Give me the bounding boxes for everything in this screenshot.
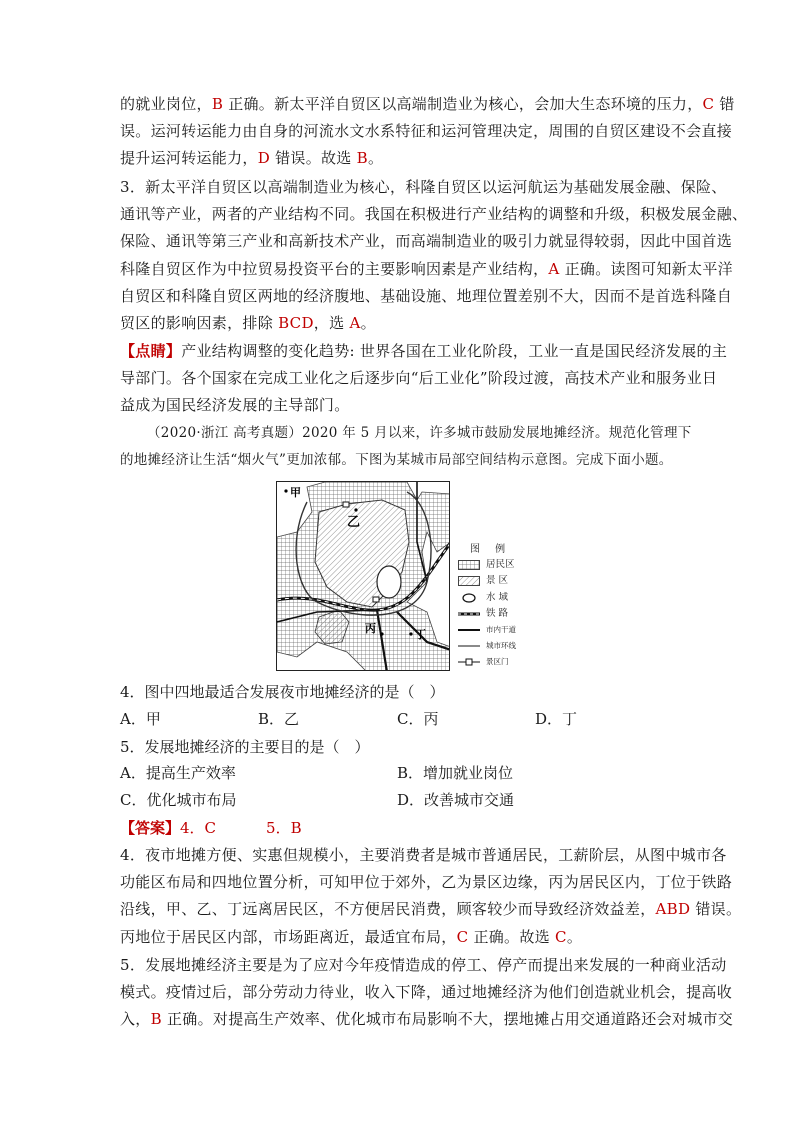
q4-option-c[interactable]: C．丙 bbox=[397, 710, 439, 728]
marker-yi bbox=[354, 508, 357, 511]
paragraph-line: 保险、通讯等第三产业和高新技术产业，而高端制造业的吸引力就显得较弱，因此中国首选 bbox=[120, 232, 733, 250]
scenic-gate bbox=[343, 502, 349, 507]
label-yi: 乙 bbox=[347, 515, 361, 530]
city-structure-map bbox=[276, 481, 450, 671]
legend-item: 城市环线 bbox=[456, 639, 546, 653]
label-jia: 甲 bbox=[290, 486, 301, 499]
scenic-gate-icon bbox=[458, 657, 480, 667]
paragraph-line: 的就业岗位，B 正确。新太平洋自贸区以高端制造业为核心，会加大生态环境的压力，C 错 bbox=[120, 95, 735, 113]
legend-item: 居民区 bbox=[456, 558, 546, 572]
q5-option-b[interactable]: B．增加就业岗位 bbox=[397, 764, 514, 782]
paragraph-line: 科隆自贸区作为中拉贸易投资平台的主要影响因素是产业结构，A 正确。读图可知新太平洋 bbox=[120, 260, 733, 278]
explanation-line: 4．夜市地摊方便、实惠但规模小，主要消费者是城市普通居民，工薪阶层，从图中城市各 bbox=[120, 846, 727, 864]
q5-option-c[interactable]: C．优化城市布局 bbox=[120, 791, 237, 809]
dianjing-tag: 【点睛】 bbox=[120, 342, 182, 360]
explanation-line: 入，B 正确。对提高生产效率、优化城市布局影响不大，摆地摊占用交通道路还会对城市交 bbox=[120, 1010, 734, 1028]
paragraph-line: 【点睛】产业结构调整的变化趋势: 世界各国在工业化阶段，工业一直是国民经济发展的主 bbox=[120, 342, 728, 360]
water-ellipse-icon bbox=[458, 593, 480, 603]
explanation-line: 功能区布局和四地位置分析，可知甲位于郊外，乙为景区边缘，丙为居民区内，丁位于铁路 bbox=[120, 873, 733, 891]
question-intro: 的地摊经济让生活“烟火气”更加浓郁。下图为某城市局部空间结构示意图。完成下面小题。 bbox=[120, 452, 673, 468]
question-5-stem: 5．发展地摊经济的主要目的是（ ） bbox=[120, 738, 370, 756]
railway-line-icon bbox=[458, 609, 480, 619]
question-intro: （2020·浙江 高考真题）2020 年 5 月以来，许多城市鼓励发展地摊经济。规范化管理下 bbox=[147, 425, 692, 441]
question-4-stem: 4．图中四地最适合发展夜市地摊经济的是（ ） bbox=[120, 683, 445, 701]
map-svg bbox=[277, 482, 450, 671]
ring-road-line-icon bbox=[458, 641, 480, 651]
answer-5: 5．B bbox=[266, 819, 302, 837]
label-ding: 丁 bbox=[415, 628, 426, 641]
marker-bing bbox=[380, 632, 383, 635]
legend-item: 景 区 bbox=[456, 574, 546, 588]
scenic-gate bbox=[373, 597, 379, 602]
legend-item: 铁 路 bbox=[456, 607, 546, 621]
answer-tag: 【答案】 bbox=[120, 819, 181, 837]
legend-title: 图 例 bbox=[470, 544, 512, 555]
paragraph-line: 3．新太平洋自贸区以高端制造业为核心，科隆自贸区以运河航运为基础发展金融、保险、 bbox=[120, 178, 727, 196]
scenic-hatch-icon bbox=[458, 576, 480, 586]
explanation-line: 模式。疫情过后，部分劳动力待业，收入下降，通过地摊经济为他们创造就业机会，提高收 bbox=[120, 983, 733, 1001]
explanation-line: 丙地位于居民区内部，市场距离近，最适宜布局，C 正确。故选 C。 bbox=[120, 928, 583, 946]
paragraph-line: 提升运河转运能力，D 错误。故选 B。 bbox=[120, 149, 384, 167]
answer-4: 4．C bbox=[180, 819, 217, 837]
marker-ding bbox=[409, 632, 412, 635]
paragraph-line: 贸区的影响因素，排除 BCD，选 A。 bbox=[120, 314, 376, 332]
residential-hatch-icon bbox=[458, 560, 480, 570]
water-body bbox=[377, 566, 401, 598]
map-legend bbox=[456, 540, 546, 675]
legend-item: 景区门 bbox=[456, 655, 546, 669]
legend-item: 市内干道 bbox=[456, 623, 546, 637]
paragraph-line: 误。运河转运能力由自身的河流水文水系特征和运河管理决定，周围的自贸区建设不会直接 bbox=[120, 122, 733, 140]
q4-option-b[interactable]: B．乙 bbox=[258, 710, 300, 728]
q5-option-a[interactable]: A．提高生产效率 bbox=[120, 764, 236, 782]
q4-option-d[interactable]: D．丁 bbox=[535, 710, 578, 728]
legend-item: 水 域 bbox=[456, 591, 546, 605]
label-bing: 丙 bbox=[365, 622, 376, 635]
paragraph-line: 导部门。各个国家在完成工业化之后逐步向“后工业化”阶段过渡，高技术产业和服务业日 bbox=[120, 369, 718, 387]
explanation-line: 沿线，甲、乙、丁远离居民区，不方便居民消费，顾客较少而导致经济效益差，ABD 错误。 bbox=[120, 900, 742, 918]
q5-option-d[interactable]: D．改善城市交通 bbox=[397, 791, 515, 809]
explanation-line: 5．发展地摊经济主要是为了应对今年疫情造成的停工、停产而提出来发展的一种商业活动 bbox=[120, 956, 727, 974]
q4-option-a[interactable]: A．甲 bbox=[120, 710, 161, 728]
paragraph-line: 自贸区和科隆自贸区两地的经济腹地、基础设施、地理位置差别不大，因而不是首选科隆自 bbox=[120, 287, 733, 305]
paragraph-line: 通讯等产业，两者的产业结构不同。我国在积极进行产业结构的调整和升级，积极发展金融、 bbox=[120, 205, 748, 223]
answer-line bbox=[120, 818, 302, 838]
main-road-line-icon bbox=[458, 625, 480, 635]
marker-jia bbox=[284, 489, 287, 492]
paragraph-line: 益成为国民经济发展的主导部门。 bbox=[120, 396, 350, 414]
